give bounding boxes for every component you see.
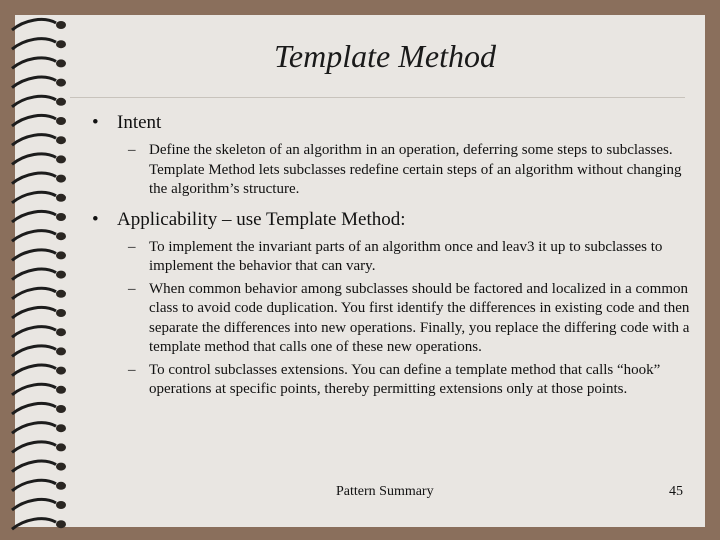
binding-ring: [12, 499, 56, 510]
binding-ring: [12, 403, 56, 414]
sub-bullet-text: To implement the invariant parts of an algorithm once and leav3 it up to subclasses to implement the behavior that can vary.: [149, 238, 663, 274]
binding-hole: [56, 59, 66, 67]
binding-hole: [56, 251, 66, 259]
binding-ring: [12, 19, 56, 30]
binding-hole: [56, 386, 66, 394]
binding-hole: [56, 175, 66, 183]
binding-ring: [12, 154, 56, 165]
binding-ring: [12, 461, 56, 472]
binding-ring: [12, 365, 56, 376]
dash-marker: –: [128, 238, 136, 255]
bullet-text: Intent: [117, 112, 162, 133]
sub-bullet: [92, 361, 699, 400]
binding-ring: [12, 77, 56, 88]
binding-hole: [56, 367, 66, 375]
binding-hole: [56, 155, 66, 163]
footer-text: Pattern Summary: [336, 484, 434, 499]
binding-ring: [12, 423, 56, 434]
binding-ring: [12, 442, 56, 453]
spiral-binding-icon: [0, 0, 80, 540]
sub-bullet-text: To control subclasses extensions. You can define a template method that calls “hook” operations at specific points, thereby permitting extensions only at those points.: [149, 361, 661, 397]
sub-bullet-text: When common behavior among subclasses should be factored and localized in a common class to avoid code duplication. You first identify the differences in existing code and then separate the differences into new operations. Finally, you replace the differing code with a template method that calls one of these new operations.: [149, 280, 690, 355]
binding-hole: [56, 443, 66, 451]
binding-ring: [12, 173, 56, 184]
binding-ring: [12, 211, 56, 222]
slide-title: Template Method: [274, 38, 496, 74]
binding-ring: [12, 192, 56, 203]
binding-ring: [12, 269, 56, 280]
binding-hole: [56, 309, 66, 317]
binding-ring: [12, 519, 56, 530]
sub-bullet-text: Define the skeleton of an algorithm in an operation, deferring some steps to subclasses. Template Method lets subclasses redefine certain steps of an algorithm without changing the algorithm’s structure.: [149, 142, 682, 197]
binding-hole: [56, 79, 66, 87]
binding-ring: [12, 250, 56, 261]
binding-hole: [56, 136, 66, 144]
binding-ring: [12, 307, 56, 318]
binding-hole: [56, 501, 66, 509]
binding-hole: [56, 424, 66, 432]
binding-ring: [12, 480, 56, 491]
title-divider: [70, 97, 685, 98]
binding-hole: [56, 328, 66, 336]
binding-hole: [56, 213, 66, 221]
binding-hole: [56, 21, 66, 29]
binding-hole: [56, 347, 66, 355]
bullet-intent: [92, 111, 692, 134]
bullet-text: Applicability – use Template Method:: [117, 208, 406, 230]
binding-ring: [12, 39, 56, 50]
binding-hole: [56, 482, 66, 490]
binding-hole: [56, 463, 66, 471]
binding-ring: [12, 58, 56, 69]
binding-hole: [56, 40, 66, 48]
binding-ring: [12, 231, 56, 242]
binding-ring: [12, 135, 56, 146]
bullet-applicability: [92, 208, 692, 231]
binding-ring: [12, 115, 56, 126]
sub-bullet: [92, 280, 699, 358]
slide-content: [92, 111, 692, 400]
bullet-marker: •: [92, 112, 99, 133]
binding-hole: [56, 271, 66, 279]
binding-hole: [56, 117, 66, 125]
binding-ring: [12, 384, 56, 395]
dash-marker: –: [128, 280, 136, 297]
binding-ring: [12, 327, 56, 338]
binding-hole: [56, 98, 66, 106]
sub-bullet: [92, 238, 699, 277]
binding-hole: [56, 520, 66, 528]
binding-hole: [56, 290, 66, 298]
bullet-marker: •: [92, 208, 99, 230]
binding-ring: [12, 346, 56, 357]
binding-hole: [56, 405, 66, 413]
dash-marker: –: [128, 361, 136, 378]
dash-marker: –: [128, 142, 136, 158]
page-number: 45: [669, 484, 683, 499]
sub-bullet: [92, 141, 694, 200]
binding-hole: [56, 194, 66, 202]
binding-hole: [56, 232, 66, 240]
binding-ring: [12, 96, 56, 107]
binding-ring: [12, 288, 56, 299]
